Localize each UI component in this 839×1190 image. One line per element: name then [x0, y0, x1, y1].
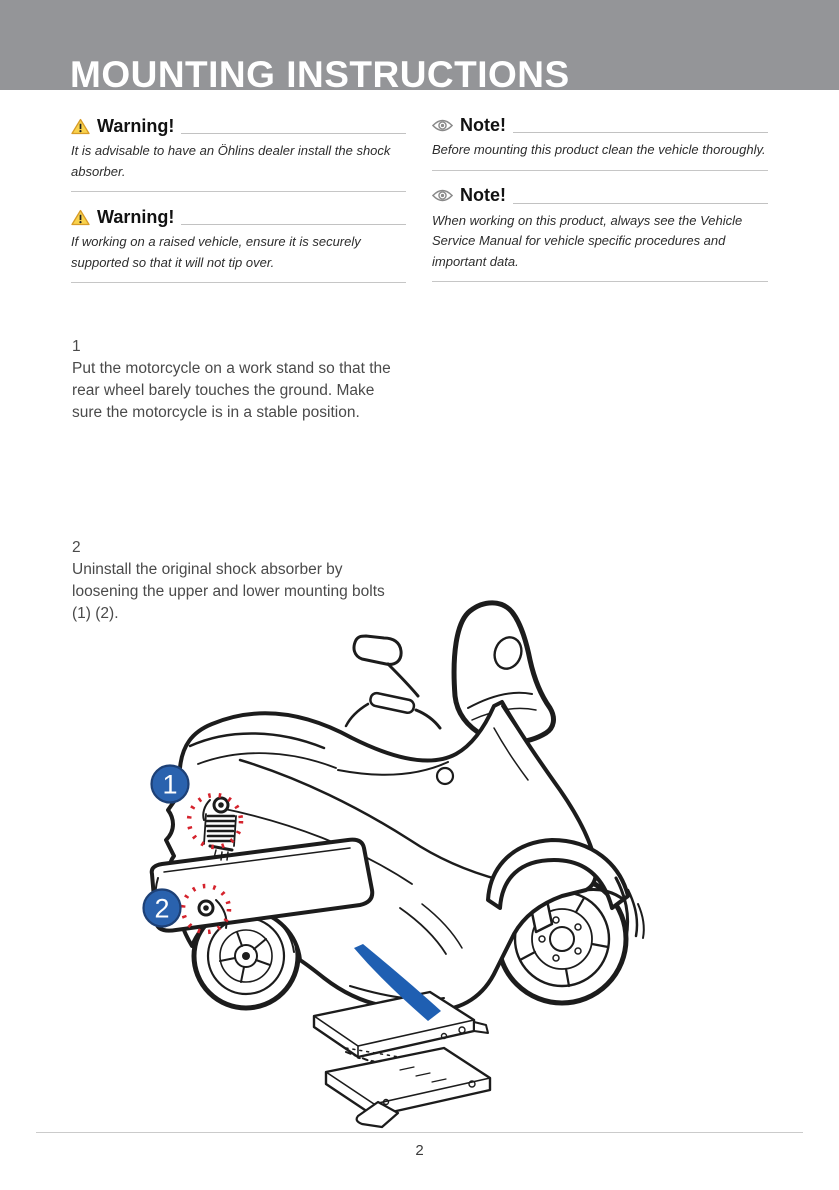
note-heading-row: [432, 113, 768, 137]
page-title: MOUNTING INSTRUCTIONS: [70, 54, 570, 95]
mirror: [354, 636, 418, 696]
eye-icon: [432, 118, 453, 133]
warnings-column: [71, 114, 406, 296]
callout-2: [144, 890, 181, 927]
page-number: 2: [415, 1142, 424, 1159]
warning-triangle-icon: [71, 209, 90, 226]
note-heading: Note!: [460, 114, 506, 135]
note-text: When working on this product, always see the Vehicle Service Manual for vehicle specific procedures and important data.: [432, 212, 743, 269]
step-number: 1: [72, 338, 81, 355]
note-block: [432, 184, 768, 283]
note-block: [432, 113, 768, 171]
callout-2-label: 2: [154, 893, 170, 924]
warning-triangle-icon: [71, 118, 90, 135]
step-number: 2: [72, 539, 81, 556]
header-band: [0, 0, 839, 95]
warning-block: [71, 205, 406, 283]
work-stand: [314, 992, 490, 1127]
note-heading: Note!: [460, 185, 506, 205]
warning-heading: Warning!: [97, 206, 175, 227]
warning-heading-row: [71, 205, 406, 229]
warning-block: [71, 114, 406, 192]
warning-heading: Warning!: [97, 115, 175, 136]
handlebar: [346, 692, 440, 728]
callout-1-label: 1: [162, 769, 178, 800]
warning-heading-row: [71, 114, 406, 138]
note-heading-row: [432, 184, 768, 208]
heading-rule: [513, 203, 768, 204]
step-text: Put the motorcycle on a work stand so that the rear wheel barely touches the ground. Make sure the motorcycle is in a stable position.: [72, 360, 391, 421]
footer-divider: [36, 1132, 803, 1133]
step-1: [72, 336, 408, 424]
step-text: Uninstall the original shock absorber by loosening the upper and lower mounting bolts (1) (2).: [72, 561, 385, 622]
callout-1: [152, 766, 189, 803]
note-text: Before mounting this product clean the vehicle thoroughly.: [432, 142, 766, 157]
heading-rule: [513, 132, 768, 133]
eye-icon: [432, 188, 453, 203]
scooter-illustration: [100, 578, 720, 1130]
warning-text: If working on a raised vehicle, ensure it is securely supported so that it will not tip over.: [71, 234, 361, 270]
heading-rule: [181, 224, 406, 225]
heading-rule: [181, 133, 406, 134]
notes-column: [432, 113, 768, 295]
warning-text: It is advisable to have an Öhlins dealer install the shock absorber.: [71, 143, 391, 179]
